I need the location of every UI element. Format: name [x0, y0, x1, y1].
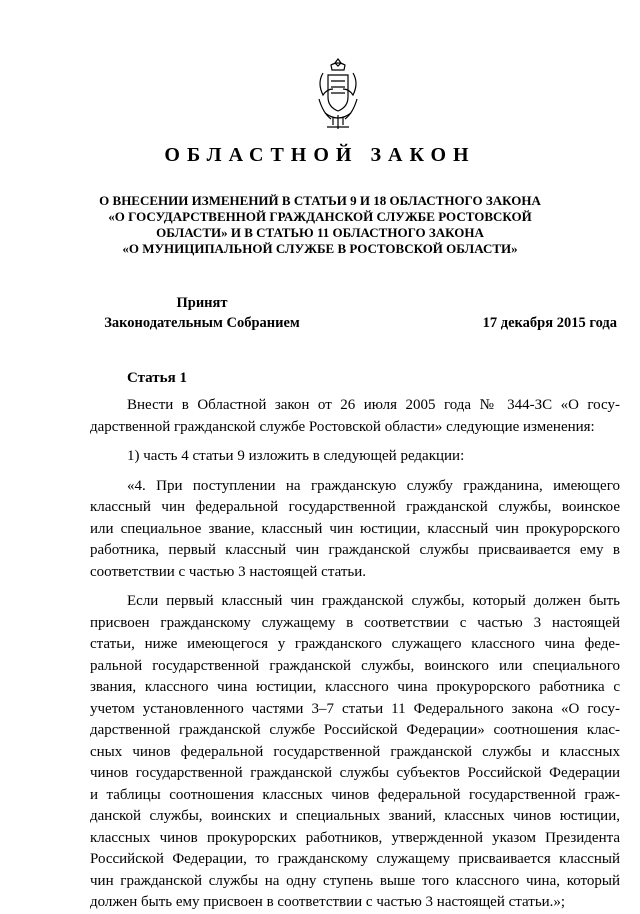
text-line: дарственной гражданской службе Ростовской области» следующие изменения:: [90, 418, 595, 435]
text-line: и таблицы соотношения классных чинов федеральной государственной граж-: [90, 786, 620, 803]
text-line: 1) часть 4 статьи 9 изложить в следующей редакции:: [127, 448, 465, 464]
text-line: сных чинов федеральной государственной гражданской службы и классных: [90, 743, 620, 760]
article-heading: Статья 1: [127, 370, 187, 386]
text-line: чин гражданской службы на одну ступень выше того классного чина, который: [90, 872, 620, 889]
document-title: ОБЛАСТНОЙ ЗАКОН: [164, 144, 476, 166]
subtitle-line: «О ГОСУДАРСТВЕННОЙ ГРАЖДАНСКОЙ СЛУЖБЕ РОСТОВСКОЙ: [108, 209, 532, 224]
text-line: Если первый классный чин гражданской службы, который должен быть: [127, 593, 620, 609]
text-line: соответствии с частью 3 настоящей статьи.: [90, 563, 367, 580]
adoption-date: 17 декабря 2015 года: [482, 315, 617, 331]
text-line: «4. При поступлении на гражданскую службу гражданина, имеющего: [127, 477, 620, 494]
text-line: чинов государственной гражданской службы субъектов Российской Федерации: [90, 765, 620, 781]
text-line: звания, классного чина юстиции, классного чина прокурорского работника с: [90, 679, 620, 695]
adopted-label: Принят: [176, 295, 228, 311]
text-line: должен быть ему присвоен в соответствии с частью 3 настоящей статьи.»;: [90, 894, 566, 910]
text-line: Российской Федерации, то гражданскому служащему присваивается классный: [90, 851, 620, 867]
adoption-block: [92, 293, 312, 333]
subtitle-line: «О МУНИЦИПАЛЬНОЙ СЛУЖБЕ В РОСТОВСКОЙ ОБЛАСТИ»: [122, 241, 518, 256]
text-line: классных чинов прокурорских работников, утвержденной указом Президента: [90, 829, 620, 846]
text-line: учетом установленного частями 3–7 статьи 11 Федерального закона «О госу-: [90, 700, 620, 717]
text-line: Внести в Областной закон от 26 июля 2005 года № 344-ЗС «О госу-: [127, 397, 620, 413]
subtitle-line: ОБЛАСТИ» И В СТАТЬЮ 11 ОБЛАСТНОГО ЗАКОНА: [156, 225, 484, 240]
text-line: статьи, ниже имеющегося у гражданского служащего классного чина феде-: [90, 636, 620, 652]
adopting-body: Законодательным Собранием: [104, 315, 300, 331]
text-line: ральной государственной гражданской службы, воинского или специального: [90, 657, 620, 674]
text-line: или специальное звание, классный чин юстиции, классный чин прокурорского: [90, 520, 620, 537]
article-body: [90, 395, 620, 914]
text-line: классный чин федеральной государственной гражданской службы, воинское: [90, 499, 620, 515]
text-line: присвоен гражданскому служащему в соответствии с частью 3 настоящей: [90, 614, 620, 631]
subtitle-line: О ВНЕСЕНИИ ИЗМЕНЕНИЙ В СТАТЬИ 9 И 18 ОБЛАСТНОГО ЗАКОНА: [99, 193, 541, 208]
text-line: данской службы, воинских и специальных званий, классных чинов юстиции,: [90, 808, 620, 824]
text-line: дарственной гражданской службе Российской Федерации» соотношения клас-: [90, 722, 620, 738]
law-subtitle: [90, 193, 550, 257]
coat-of-arms-emblem-icon: [313, 55, 363, 135]
text-line: работника, первый классный чин гражданской службы присваивается ему в: [90, 542, 620, 558]
